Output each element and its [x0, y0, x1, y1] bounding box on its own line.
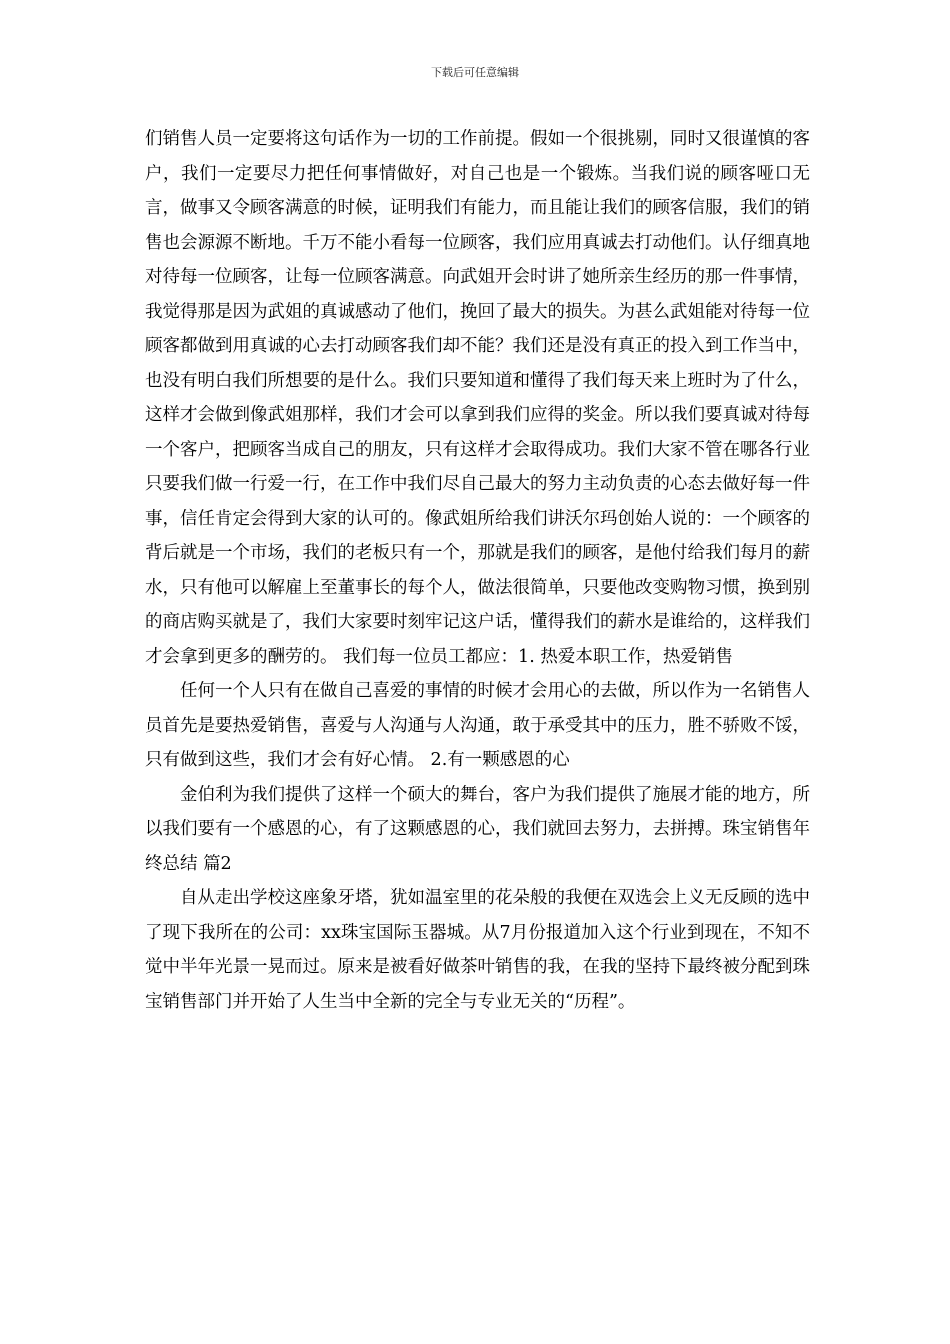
- paragraph-4: 自从走出学校这座象牙塔，犹如温室里的花朵般的我便在双选会上义无反顾的选中了现下我所在的公司：xx珠宝国际玉器城。从7月份报道加入这个行业到现在，不知不觉中半年光景一晃而过。原来是被看好做茶叶销售的我，在我的坚持下最终被分配到珠宝销售部门并开始了人生当中全新的完全与专业无关的“历程”。: [145, 888, 810, 1012]
- document-body: [145, 122, 810, 1019]
- paragraph-3: 金伯利为我们提供了这样一个硕大的舞台，客户为我们提供了施展才能的地方，所以我们要有一个感恩的心，有了这颗感恩的心，我们就回去努力，去拼搏。珠宝销售年终总结 篇2: [145, 784, 810, 874]
- page-header: 下载后可任意编辑: [431, 66, 519, 79]
- paragraph-2: 任何一个人只有在做自己喜爱的事情的时候才会用心的去做，所以作为一名销售人员首先是要热爱销售，喜爱与人沟通与人沟通，敢于承受其中的压力，胜不骄败不馁，只有做到这些，我们才会有好心情。 2.有一颗感恩的心: [145, 681, 810, 770]
- paragraph-1: 们销售人员一定要将这句话作为一切的工作前提。假如一个很挑剔，同时又很谨慎的客户，我们一定要尽力把任何事情做好，对自己也是一个锻炼。当我们说的顾客哑口无言，做事又令顾客满意的时候，证明我们有能力，而且能让我们的顾客信服，我们的销售也会源源不断地。千万不能小看每一位顾客，我们应用真诚去打动他们。认仔细真地对待每一位顾客，让每一位顾客满意。向武姐开会时讲了她所亲生经历的那一件事情，我觉得那是因为武姐的真诚感动了他们，挽回了最大的损失。为甚么武姐能对待每一位顾客都做到用真诚的心去打动顾客我们却不能？我们还是没有真正的投入到工作当中，也没有明白我们所想要的是什么。我们只要知道和懂得了我们每天来上班时为了什么，这样才会做到像武姐那样，我们才会可以拿到我们应得的奖金。所以我们要真诚对待每一个客户，把顾客当成自己的朋友，只有这样才会取得成功。我们大家不管在哪各行业只要我们做一行爱一行，在工作中我们尽自己最大的努力主动负责的心态去做好每一件事，信任肯定会得到大家的认可的。像武姐所给我们讲沃尔玛创始人说的：一个顾客的背后就是一个市场，我们的老板只有一个，那就是我们的顾客，是他付给我们每月的薪水，只有他可以解雇上至董事长的每个人，做法很简单，只要他改变购物习惯，换到别的商店购买就是了，我们大家要时刻牢记这户话，懂得我们的薪水是谁给的，这样我们才会拿到更多的酬劳的。 我们每一位员工都应：1. 热爱本职工作，热爱销售: [145, 129, 810, 667]
